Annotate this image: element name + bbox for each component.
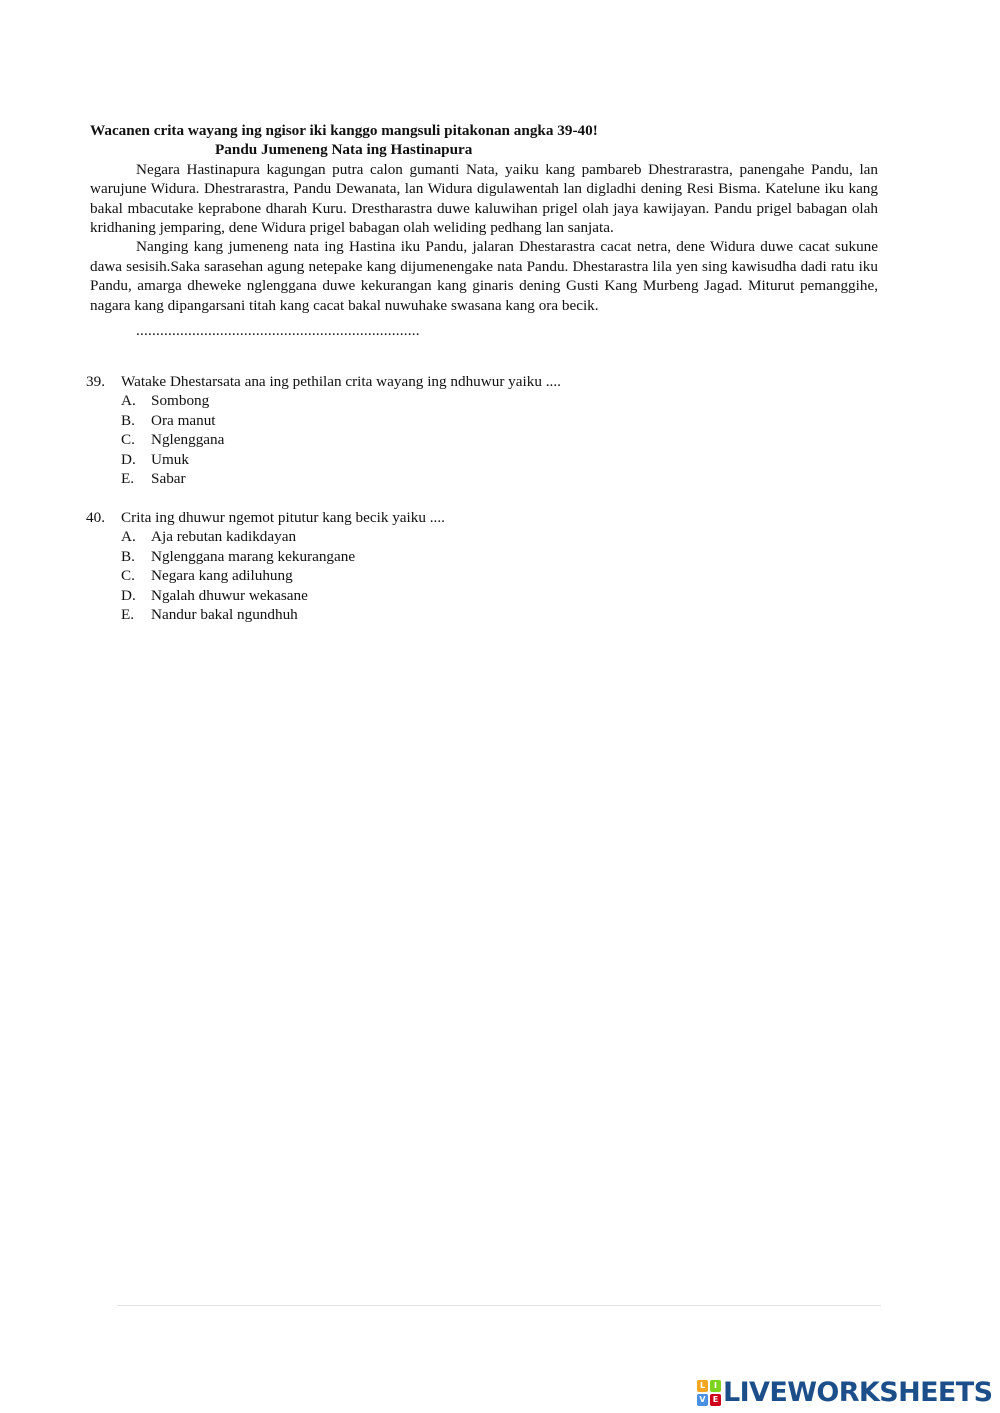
option-a[interactable] [86,391,886,410]
story-paragraph-1: Negara Hastinapura kagungan putra calon gumanti Nata, yaiku kang pambareb Dhestrarastra, panengahe Pandu, lan warujune Widura. Dhestrarastra, Pandu Dewanata, lan Widura digulawentah lan digladhi dening Resi Bisma. Katelune iku kang bakal mbacutake keprabone dharah Kuru. Drestharastra duwe kaluwihan prigel olah jaya kawijayan. Pandu prigel babagan olah kridhaning jemparing, dene Widura prigel babagan olah weliding pedhang lan sanjata. [90,160,878,237]
option-text: Umuk [151,450,189,468]
option-letter: C. [121,567,135,585]
option-text: Sombong [151,392,210,410]
option-letter: C. [121,431,135,449]
option-text: Nglenggana [151,431,225,449]
passage-ellipsis: ....................................................................... [136,322,420,340]
logo-mark-e: E [710,1394,721,1406]
logo-mark-l: L [697,1380,708,1392]
story-title: Pandu Jumeneng Nata ing Hastinapura [215,141,473,159]
footer-divider [117,1305,881,1306]
option-a[interactable] [86,527,886,546]
option-text: Aja rebutan kadikdayan [151,528,297,546]
reading-passage [90,121,878,340]
answer-options [86,391,886,488]
option-text: Negara kang adiluhung [151,567,293,585]
logo-mark-icon [697,1380,721,1406]
answer-options [86,527,886,624]
question-39 [86,372,886,488]
question-text: Watake Dhestarsata ana ing pethilan crita wayang ing ndhuwur yaiku .... [121,373,561,390]
liveworksheets-logo[interactable] [697,1378,992,1408]
option-letter: A. [121,528,136,546]
option-b[interactable] [86,547,886,566]
option-text: Sabar [151,470,186,488]
option-text: Ngalah dhuwur wekasane [151,586,308,604]
story-paragraph-2: Nanging kang jumeneng nata ing Hastina iku Pandu, jalaran Dhestarastra cacat netra, dene Widura duwe cacat sukune dawa sesisih.Saka sarasehan agung netepake kang dijumenengake nata Pandu. Dhestarastra lila yen sing kawisudha dadi ratu iku Pandu, amarga dheweke nglenggana duwe kekurangan kang ginaris dening Gusti Kang Murbeng Jagad. Miturut pemanggihe, nagara kang dipangarsani titah kang cacat bakal nuwuhake swasana kang ora becik. [90,238,878,314]
option-letter: B. [121,547,135,565]
option-b[interactable] [86,411,886,430]
option-e[interactable] [86,605,886,624]
passage-instruction: Wacanen crita wayang ing ngisor iki kanggo mangsuli pitakonan angka 39-40! [90,122,598,139]
option-letter: E. [121,470,135,488]
logo-text: LIVEWORKSHEETS [723,1377,993,1408]
option-letter: D. [121,450,136,468]
option-text: Nglenggana marang kekurangane [151,547,356,565]
option-c[interactable] [86,566,886,585]
option-d[interactable] [86,586,886,605]
option-text: Ora manut [151,411,216,429]
option-letter: E. [121,606,135,624]
question-40 [86,508,886,624]
question-number: 40. [86,509,105,526]
option-letter: B. [121,411,135,429]
option-e[interactable] [86,469,886,488]
question-number: 39. [86,373,105,390]
option-letter: A. [121,392,136,410]
question-text: Crita ing dhuwur ngemot pitutur kang becik yaiku .... [121,509,445,526]
option-letter: D. [121,586,136,604]
option-c[interactable] [86,430,886,449]
option-text: Nandur bakal ngundhuh [151,606,298,624]
logo-mark-i: I [710,1380,721,1392]
logo-mark-v: V [697,1394,708,1406]
option-d[interactable] [86,450,886,469]
